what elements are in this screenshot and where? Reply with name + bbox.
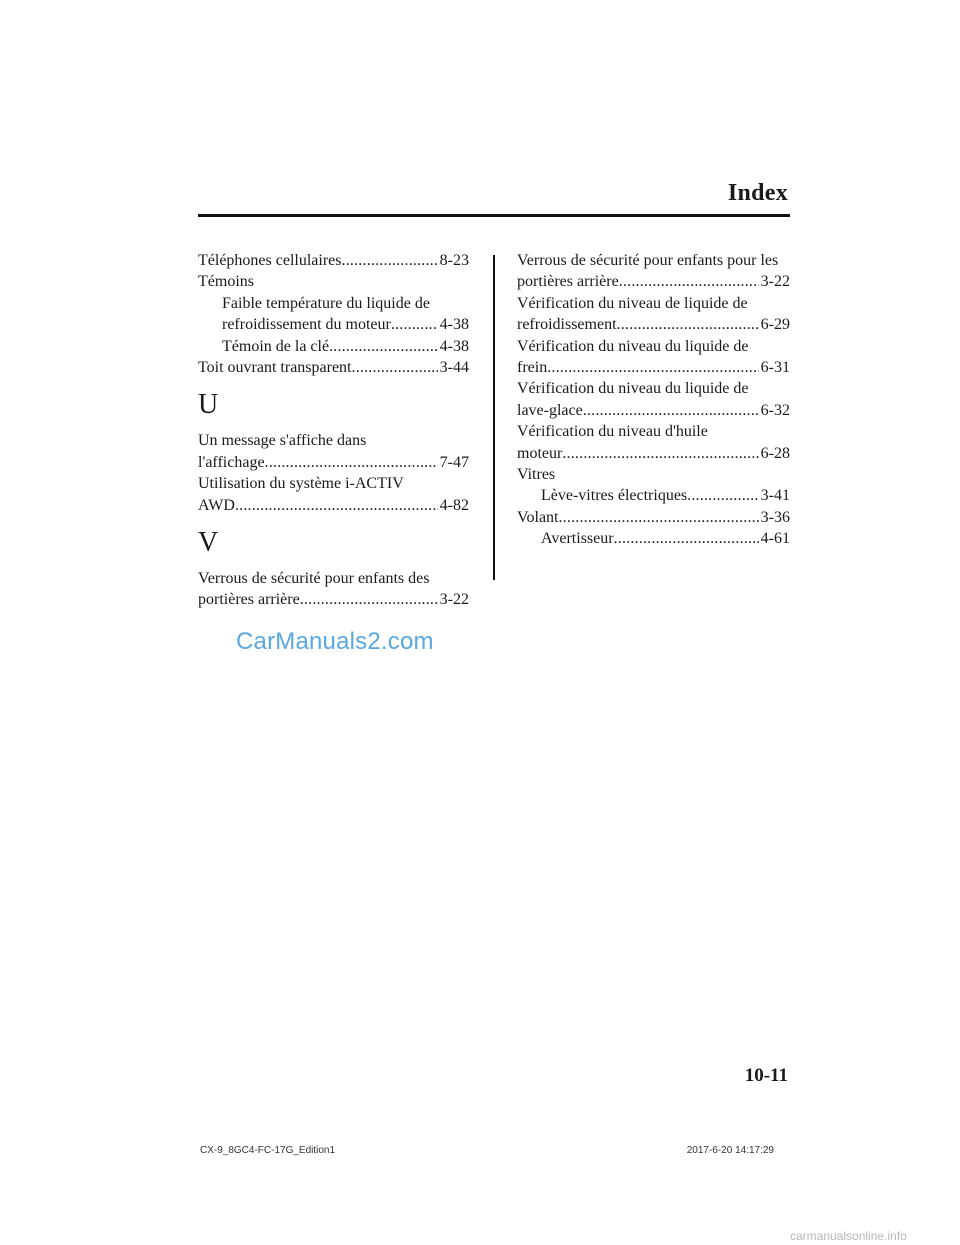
dot-leader (391, 314, 438, 335)
index-entry-label: frein (517, 359, 548, 377)
dot-leader (619, 271, 759, 292)
index-entry-page: 3-44 (439, 359, 469, 377)
index-entry (517, 314, 790, 335)
index-entry-label: moteur (517, 444, 563, 462)
index-entry (517, 443, 790, 464)
index-entry (517, 485, 790, 506)
dot-leader (583, 400, 759, 421)
index-entry-text: Un message s'affiche dans (198, 432, 367, 450)
index-entry-text: Utilisation du système i-ACTIV (198, 475, 404, 493)
index-entry-page: 4-61 (760, 530, 790, 548)
index-entry (198, 452, 469, 473)
dot-leader (562, 443, 758, 464)
index-entry-label: Avertisseur (541, 530, 614, 548)
dot-leader (300, 589, 438, 610)
index-entry-page: 3-22 (760, 273, 790, 291)
index-entry (198, 589, 469, 610)
index-entry-page: 4-38 (439, 337, 469, 355)
page-number: 10-11 (744, 1065, 788, 1086)
dot-leader (265, 452, 438, 473)
index-entry-label: Téléphones cellulaires (198, 252, 342, 269)
index-entry (517, 507, 790, 528)
index-entry (517, 528, 790, 549)
index-entry-label: portières arrière (198, 591, 300, 609)
index-entry (198, 250, 469, 271)
index-entry (517, 400, 790, 421)
index-entry-page: 3-41 (760, 487, 790, 505)
index-entry-page: 3-22 (439, 591, 469, 609)
index-column-right (517, 250, 790, 550)
page-header-title: Index (727, 180, 788, 206)
index-entry (517, 271, 790, 292)
index-entry-page: 3-36 (760, 508, 790, 526)
index-entry-text: Vitres (517, 466, 556, 484)
dot-leader (235, 495, 438, 516)
index-entry-page: 7-47 (439, 453, 469, 471)
index-entry-label: Témoin de la clé (222, 337, 330, 355)
index-column-left (198, 250, 469, 611)
dot-leader (342, 250, 438, 271)
index-entry-page: 6-31 (760, 359, 790, 377)
footer-timestamp: 2017-6-20 14:17:29 (686, 1145, 774, 1156)
section-letter: V (198, 527, 219, 559)
index-entry-text: Verrous de sécurité pour enfants pour les (517, 252, 779, 269)
dot-leader (558, 507, 758, 528)
column-divider (493, 255, 495, 580)
index-entry-text: Verrous de sécurité pour enfants des (198, 570, 430, 588)
index-entry-text: Vérification du niveau de liquide de (517, 294, 748, 312)
index-entry-text: Vérification du niveau d'huile (517, 423, 708, 441)
index-entry (198, 336, 469, 357)
footer-doc-id: CX-9_8GC4-FC-17G_Edition1 (200, 1145, 336, 1156)
index-entry-page: 6-32 (760, 401, 790, 419)
index-entry-page: 6-28 (760, 444, 790, 462)
watermark-text: CarManuals2.com (236, 628, 434, 655)
index-entry-text: Vérification du niveau du liquide de (517, 380, 749, 398)
index-entry (517, 357, 790, 378)
index-entry-text: Vérification du niveau du liquide de (517, 337, 749, 355)
index-entry-label: lave-glace (517, 401, 583, 419)
dot-leader (352, 357, 438, 378)
header-rule (198, 214, 790, 217)
dot-leader (547, 357, 758, 378)
index-entry-label: AWD (198, 496, 235, 514)
index-entry-text: Faible température du liquide de (222, 294, 430, 312)
index-entry-page: 4-82 (439, 496, 469, 514)
index-entry-page: 8-23 (439, 252, 469, 269)
index-entry-text: Témoins (198, 273, 254, 291)
dot-leader (687, 485, 759, 506)
index-entry-label: refroidissement (517, 316, 617, 334)
index-entry-label: Lève-vitres électriques (541, 487, 688, 505)
index-entry (198, 357, 469, 378)
dot-leader (614, 528, 759, 549)
dot-leader (329, 336, 438, 357)
index-entry (198, 314, 469, 335)
dot-leader (617, 314, 759, 335)
index-entry-label: refroidissement du moteur (222, 316, 391, 334)
section-letter: U (198, 389, 219, 421)
index-entry-label: l'affichage (198, 453, 265, 471)
index-entry-label: portières arrière (517, 273, 619, 291)
index-entry-page: 4-38 (439, 316, 469, 334)
site-watermark: carmanualsonline.info (790, 1229, 907, 1243)
index-entry-page: 6-29 (760, 316, 790, 334)
index-entry-label: Volant (517, 508, 559, 526)
index-entry-label: Toit ouvrant transparent (198, 359, 352, 377)
index-entry (198, 495, 469, 516)
